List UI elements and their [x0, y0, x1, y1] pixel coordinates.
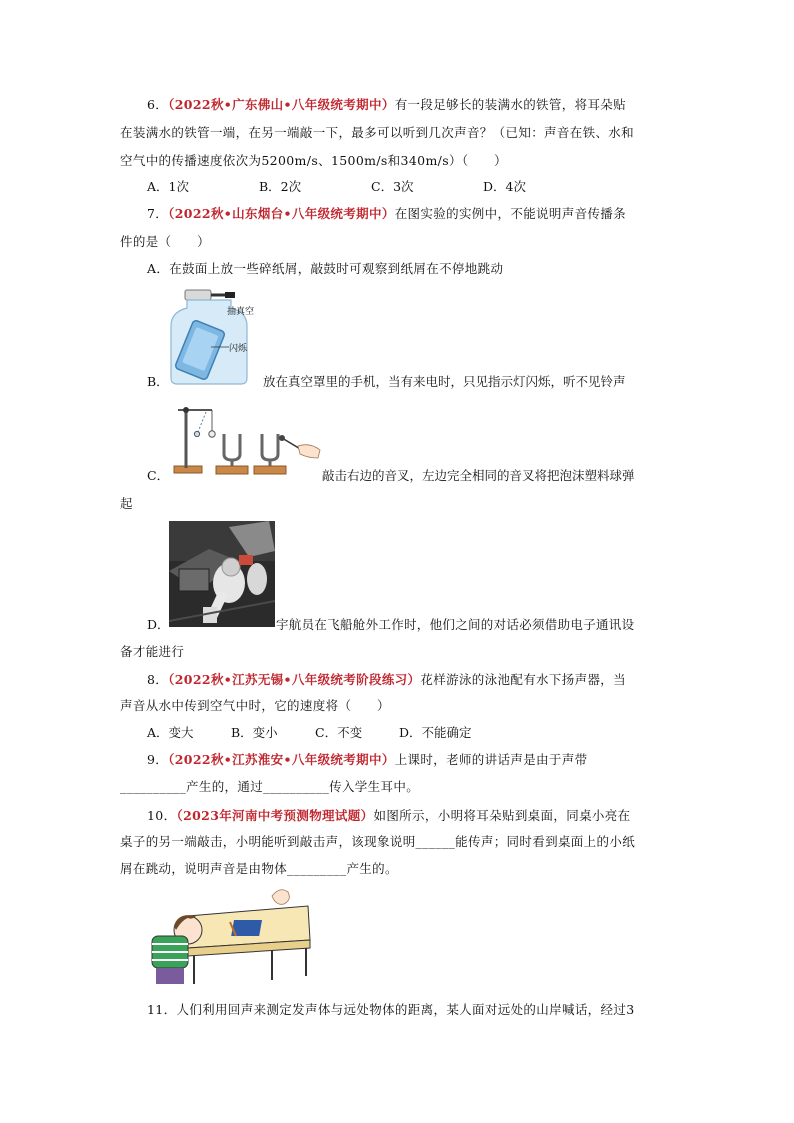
q10-source: （2023年河南中考预测物理试题）: [176, 808, 374, 823]
desk-listening-figure: [148, 886, 316, 986]
q11-line1: 11．人们利用回声来测定发声体与远处物体的距离，某人面对远处的山岸喊话，经过3: [147, 1002, 635, 1017]
q7-option-c-text2: 起: [120, 496, 133, 511]
q7-line1: 7．（2022秋•山东烟台•八年级统考期中）在图实验的实例中，不能说明声音传播条: [147, 206, 626, 221]
q9-line1: 9．（2022秋•江苏淮安•八年级统考期中）上课时，老师的讲话声是由于声带: [147, 752, 588, 767]
q10-line1: 10．（2023年河南中考预测物理试题）如图所示，小明将耳朵贴到桌面，同桌小亮在: [147, 808, 631, 823]
q8-option-d: D．不能确定: [399, 725, 472, 740]
q7-option-d-text: 宇航员在飞船舱外工作时，他们之间的对话必须借助电子通讯设: [276, 617, 635, 632]
q8-line2: 声音从水中传到空气中时，它的速度将（ ）: [120, 698, 390, 713]
q10-line3: 屑在跳动，说明声音是由物体_________产生的。: [120, 861, 398, 876]
q7-line2: 件的是（ ）: [120, 234, 210, 249]
q8-line1: 8．（2022秋•江苏无锡•八年级统考阶段练习）花样游泳的泳池配有水下扬声器，当: [147, 672, 626, 687]
q6-option-b: B．2次: [259, 179, 302, 194]
pump-label: 抽真空: [227, 307, 255, 317]
tuning-fork-figure: [168, 398, 322, 482]
q6-line2: 在装满水的铁管一端，在另一端敲一下，最多可以听到几次声音？（已知：声音在铁、水和: [120, 125, 635, 140]
q7-source: （2022秋•山东烟台•八年级统考期中）: [168, 206, 395, 221]
q8-option-c: C．不变: [315, 725, 363, 740]
q6-option-c: C．3次: [371, 179, 414, 194]
q9-line2: __________产生的，通过__________传入学生耳中。: [120, 779, 420, 794]
q8-source: （2022秋•江苏无锡•八年级统考阶段练习）: [168, 672, 421, 687]
astronaut-photo: [169, 521, 275, 627]
flash-label: 闪烁: [229, 344, 248, 354]
q7-option-b-letter: B．: [147, 374, 169, 389]
q7-option-c-text: 敲击右边的音叉，左边完全相同的音叉将把泡沫塑料球弹: [322, 468, 635, 483]
q7-option-c-letter: C．: [147, 468, 170, 483]
q8-option-b: B．变小: [231, 725, 278, 740]
q7-option-d-letter: D．: [147, 617, 170, 632]
q7-option-a: A．在鼓面上放一些碎纸屑，敲鼓时可观察到纸屑在不停地跳动: [147, 261, 504, 276]
q6-line3: 空气中的传播速度依次为5200m/s、1500m/s和340m/s）（ ）: [120, 153, 507, 168]
q7-option-b-text: 放在真空罩里的手机，当有来电时，只见指示灯闪烁，听不见铃声: [263, 374, 626, 389]
q6-option-a: A．1次: [147, 179, 189, 194]
vacuum-jar-figure: [165, 284, 255, 388]
q6-option-d: D．4次: [483, 179, 526, 194]
q6-line1: 6．（2022秋•广东佛山•八年级统考期中）有一段足够长的装满水的铁管，将耳朵贴: [147, 97, 626, 112]
q6-source: （2022秋•广东佛山•八年级统考期中）: [168, 97, 395, 112]
q8-option-a: A．变大: [147, 725, 194, 740]
q7-option-d-text2: 备才能进行: [120, 644, 185, 659]
q9-source: （2022秋•江苏淮安•八年级统考期中）: [168, 752, 395, 767]
q10-line2: 桌子的另一端敲击，小明能听到敲击声，该现象说明______能传声；同时看到桌面上的小纸: [120, 834, 636, 849]
